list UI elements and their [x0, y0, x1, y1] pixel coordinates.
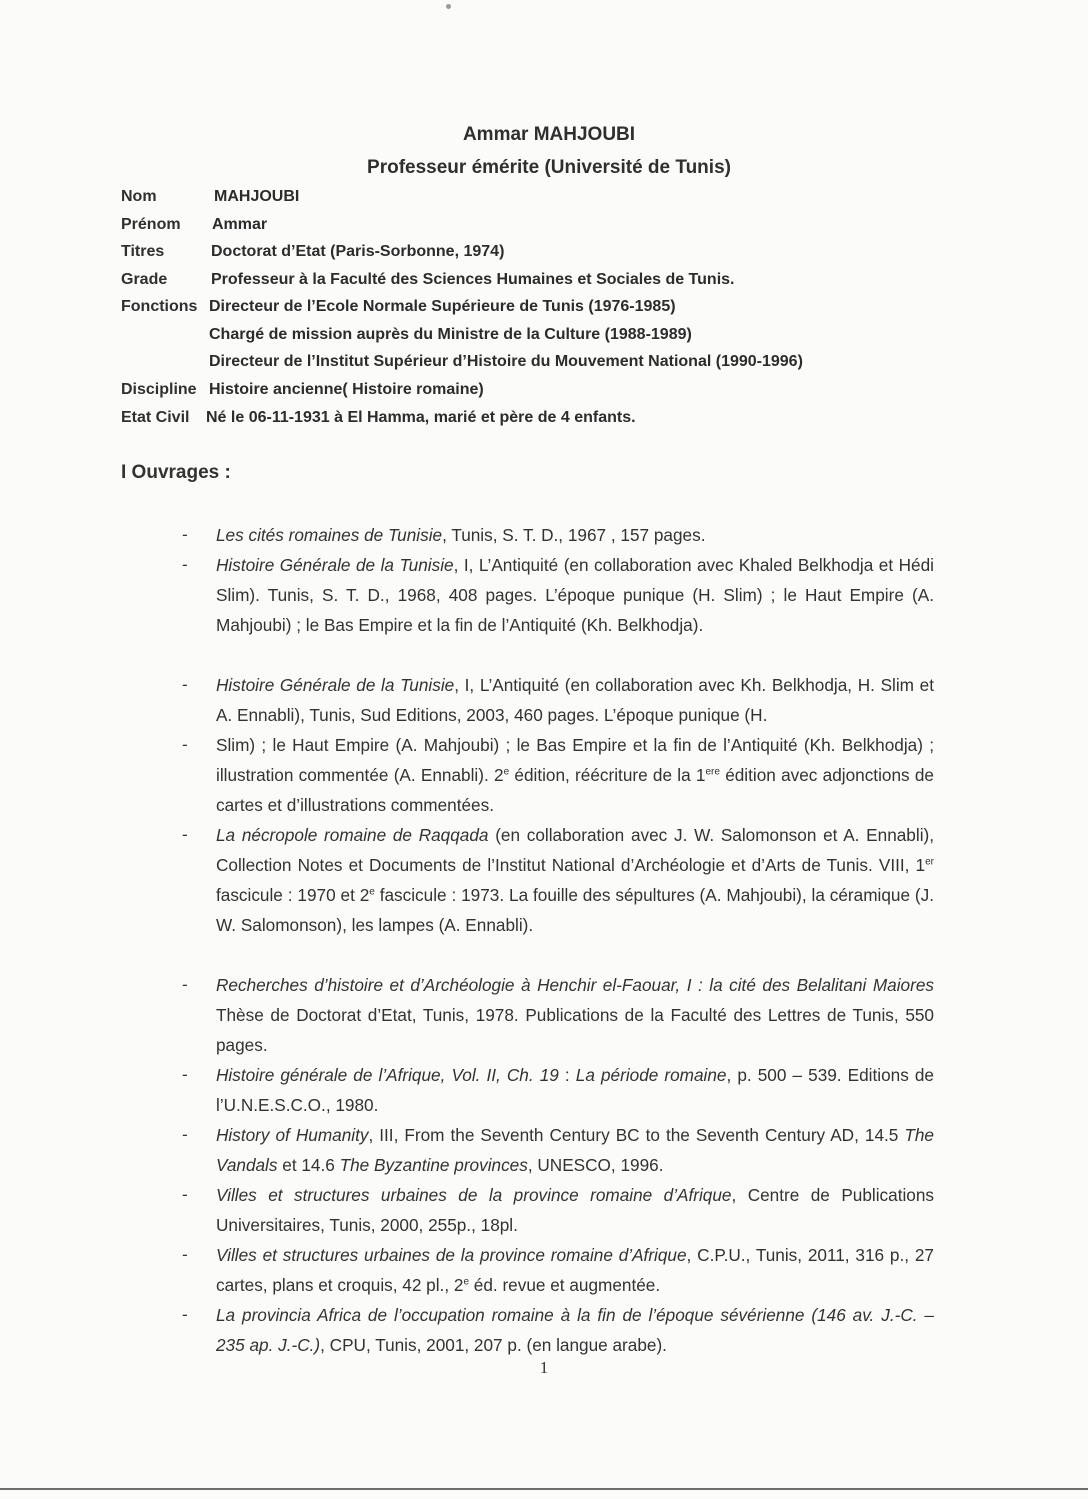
section-heading-ouvrages: I Ouvrages : [121, 462, 231, 483]
entry-title: La provincia Africa de l’occupation romaine à la fin de l’époque sévérienne (146 av. J.-C. – 235 ap. J.-C.) [216, 1305, 934, 1355]
entry-text: Thèse de Doctorat d’Etat, Tunis, 1978. Publications de la Faculté des Lettres de Tunis, 550 pages. [216, 1005, 934, 1055]
info-label: Grade [121, 271, 168, 288]
superscript: ere [705, 766, 720, 778]
entry-title: Histoire Générale de la Tunisie [216, 675, 455, 695]
entry-title: Villes et structures urbaines de la province romaine d’Afrique [216, 1185, 732, 1205]
list-dash: - [182, 735, 188, 754]
scan-edge-line [0, 1488, 1088, 1490]
info-value: Directeur de l’Ecole Normale Supérieure de Tunis (1976-1985) [209, 298, 676, 315]
info-value: Professeur à la Faculté des Sciences Humaines et Sociales de Tunis. [211, 271, 735, 288]
superscript: e [463, 1276, 470, 1288]
info-value: Histoire ancienne( Histoire romaine) [209, 381, 484, 398]
list-dash: - [182, 1305, 188, 1324]
list-dash: - [182, 525, 188, 544]
entry-text: et 14.6 [277, 1155, 340, 1175]
page-number: 1 [539, 1358, 549, 1377]
entry-title: La nécropole romaine de Raqqada [216, 825, 489, 845]
bibliography-entry [182, 820, 934, 940]
entry-text: , I, L’Antiquité (en collaboration avec Khaled Belkhodja et Hédi Slim). Tunis, S. T. D., 1968, 408 pages. L’époque punique (H. Slim) ; le Haut Empire (A. Mahjoubi) ; le Bas Empire et la fin de l’Antiquité (Kh. Belkhodja). [216, 555, 934, 635]
entry-title: Histoire Générale de la Tunisie [216, 555, 454, 575]
entry-text: Slim) ; le Haut Empire (A. Mahjoubi) ; le Bas Empire et la fin de l’Antiquité (Kh. Belkhodja) ; illustration commentée (A. Ennabli). 2 [216, 735, 934, 785]
entry-text: : [558, 1065, 576, 1085]
info-label: Fonctions [121, 298, 198, 315]
info-value: Ammar [212, 216, 268, 233]
bibliography-entry [182, 1060, 934, 1120]
bibliography-entry [182, 970, 934, 1060]
superscript: e [503, 766, 510, 778]
superscript: er [925, 856, 934, 868]
entry-text: fascicule : 1973. La fouille des sépultures (A. Mahjoubi), la céramique (J. W. Salomonson), les lampes (A. Ennabli). [216, 885, 934, 935]
entry-text: , Tunis, S. T. D., 1967 , 157 pages. [442, 525, 706, 545]
info-value: Directeur de l’Institut Supérieur d’Histoire du Mouvement National (1990-1996) [209, 353, 803, 370]
info-label: Etat Civil [121, 409, 190, 426]
entry-text: , C.P.U., Tunis, 2011, 316 p., 27 cartes, plans et croquis, 42 pl., 2 [216, 1245, 934, 1295]
info-value: Chargé de mission auprès du Ministre de la Culture (1988-1989) [209, 326, 692, 343]
author-name: Ammar MAHJOUBI [462, 124, 636, 145]
bibliography-entry [182, 1180, 934, 1240]
entry-title: Villes et structures urbaines de la province romaine d’Afrique [216, 1245, 687, 1265]
superscript: e [369, 886, 375, 898]
scan-speck [446, 4, 451, 9]
list-dash: - [182, 1245, 188, 1264]
bibliography-entry [182, 730, 934, 820]
bibliography-entry [182, 520, 934, 550]
entry-text: , p. 500 – 539. Editions de l’U.N.E.S.C.O., 1980. [216, 1065, 934, 1115]
list-dash: - [182, 675, 188, 694]
info-label: Nom [121, 188, 157, 205]
bibliography-entry [182, 1120, 934, 1180]
entry-title: The Vandals [216, 1125, 934, 1175]
entry-title: The Byzantine provinces [339, 1155, 528, 1175]
list-dash: - [182, 975, 188, 994]
info-label: Titres [121, 243, 165, 260]
entry-text: (en collaboration avec J. W. Salomonson et A. Ennabli), Collection Notes et Documents de l’Institut National d’Archéologie et d’Arts de Tunis. VIII, 1 [216, 825, 935, 875]
info-label: Discipline [121, 381, 197, 398]
entry-text: , III, From the Seventh Century BC to the Seventh Century AD, 14.5 [368, 1125, 905, 1145]
entry-text: édition, réécriture de la 1 [509, 765, 706, 785]
entry-text: éd. revue et augmentée. [469, 1275, 661, 1295]
entry-title: Histoire générale de l’Afrique, Vol. II, Ch. 19 [216, 1065, 559, 1085]
entry-title: Recherches d’histoire et d’Archéologie à Henchir el-Faouar, I : la cité des Belalitani Maiores [216, 975, 934, 995]
entry-title: History of Humanity [216, 1125, 369, 1145]
bibliography-entry [182, 670, 934, 730]
list-dash: - [182, 1125, 188, 1144]
entry-text: , I, L’Antiquité (en collaboration avec Kh. Belkhodja, H. Slim et A. Ennabli), Tunis, Sud Editions, 2003, 460 pages. L’époque punique (H. [216, 675, 934, 725]
bibliography-entry [182, 1300, 934, 1360]
entry-title: La période romaine [575, 1065, 727, 1085]
entry-title: Les cités romaines de Tunisie [216, 525, 443, 545]
list-dash: - [182, 1065, 188, 1084]
author-title: Professeur émérite (Université de Tunis) [367, 157, 731, 178]
entry-text: , Centre de Publications Universitaires, Tunis, 2000, 255p., 18pl. [216, 1185, 934, 1235]
list-dash: - [182, 555, 188, 574]
entry-text: , CPU, Tunis, 2001, 207 p. (en langue arabe). [320, 1335, 667, 1355]
bibliography-entry [182, 550, 934, 640]
list-dash: - [182, 825, 188, 844]
info-value: Né le 06-11-1931 à El Hamma, marié et père de 4 enfants. [206, 409, 636, 426]
bibliography-entry [182, 1240, 934, 1300]
list-dash: - [182, 1185, 188, 1204]
info-value: Doctorat d’Etat (Paris-Sorbonne, 1974) [211, 243, 505, 260]
entry-text: édition avec adjonctions de cartes et d’illustrations commentées. [216, 765, 934, 815]
info-label: Prénom [121, 216, 181, 233]
entry-text: , UNESCO, 1996. [527, 1155, 664, 1175]
info-value: MAHJOUBI [214, 188, 300, 205]
entry-text: fascicule : 1970 et 2 [216, 885, 370, 905]
